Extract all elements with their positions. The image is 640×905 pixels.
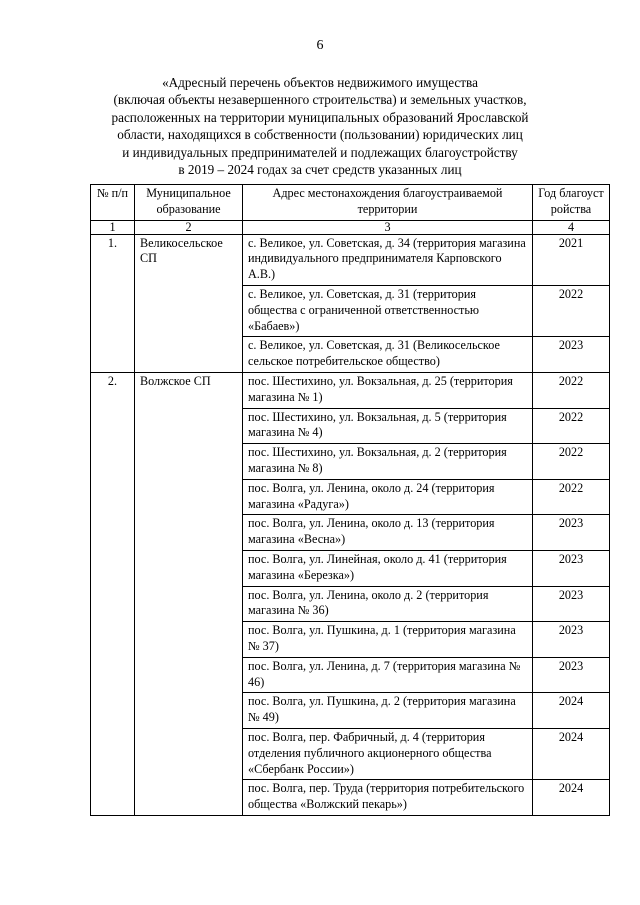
year-cell: 2023 bbox=[533, 550, 610, 586]
heading-line: (включая объекты незавершенного строительства) и земельных участков, bbox=[113, 92, 527, 108]
table-row bbox=[91, 372, 610, 408]
document-heading bbox=[70, 74, 570, 178]
year-cell: 2024 bbox=[533, 728, 610, 779]
address-cell: с. Великое, ул. Советская, д. 31 (Великосельское сельское потребительское общество) bbox=[243, 337, 533, 373]
year-cell: 2024 bbox=[533, 693, 610, 729]
header-year: Год благоустройства bbox=[533, 185, 610, 221]
year-cell: 2023 bbox=[533, 337, 610, 373]
year-cell: 2023 bbox=[533, 586, 610, 622]
year-cell: 2022 bbox=[533, 372, 610, 408]
year-cell: 2023 bbox=[533, 622, 610, 658]
address-cell: с. Великое, ул. Советская, д. 31 (территория общества с ограниченной ответственностью «Бабаев») bbox=[243, 285, 533, 336]
heading-line: в 2019 – 2024 годах за счет средств указанных лиц bbox=[178, 162, 462, 178]
address-cell: пос. Шестихино, ул. Вокзальная, д. 5 (территория магазина № 4) bbox=[243, 408, 533, 444]
year-cell: 2022 bbox=[533, 285, 610, 336]
address-cell: пос. Волга, ул. Линейная, около д. 41 (территория магазина «Березка») bbox=[243, 550, 533, 586]
column-number: 1 bbox=[91, 220, 135, 234]
address-cell: пос. Волга, ул. Ленина, около д. 13 (территория магазина «Весна») bbox=[243, 515, 533, 551]
year-cell: 2022 bbox=[533, 444, 610, 480]
table-row bbox=[91, 234, 610, 285]
year-cell: 2023 bbox=[533, 657, 610, 693]
column-number-row bbox=[91, 220, 610, 234]
heading-line: и индивидуальных предпринимателей и подлежащих благоустройству bbox=[122, 144, 518, 160]
address-cell: с. Великое, ул. Советская, д. 34 (территория магазина индивидуального предпринимателя Карповского А.В.) bbox=[243, 234, 533, 285]
year-cell: 2024 bbox=[533, 780, 610, 816]
year-cell: 2022 bbox=[533, 408, 610, 444]
column-number: 2 bbox=[135, 220, 243, 234]
address-cell: пос. Волга, ул. Пушкина, д. 1 (территория магазина № 37) bbox=[243, 622, 533, 658]
heading-line: области, находящихся в собственности (пользовании) юридических лиц bbox=[117, 127, 523, 143]
header-municipality: Муниципальное образование bbox=[135, 185, 243, 221]
row-number: 2. bbox=[91, 372, 135, 815]
address-cell: пос. Шестихино, ул. Вокзальная, д. 25 (территория магазина № 1) bbox=[243, 372, 533, 408]
address-cell: пос. Волга, ул. Ленина, около д. 24 (территория магазина «Радуга») bbox=[243, 479, 533, 515]
page-number: 6 bbox=[316, 38, 324, 53]
address-cell: пос. Волга, пер. Фабричный, д. 4 (территория отделения публичного акционерного общества «Сбербанк России») bbox=[243, 728, 533, 779]
address-cell: пос. Волга, пер. Труда (территория потребительского общества «Волжский пекарь») bbox=[243, 780, 533, 816]
heading-line: «Адресный перечень объектов недвижимого имущества bbox=[162, 75, 478, 90]
header-address: Адрес местонахождения благоустраиваемой территории bbox=[243, 185, 533, 221]
address-cell: пос. Волга, ул. Ленина, д. 7 (территория магазина № 46) bbox=[243, 657, 533, 693]
table-header-row bbox=[91, 185, 610, 221]
address-cell: пос. Шестихино, ул. Вокзальная, д. 2 (территория магазина № 8) bbox=[243, 444, 533, 480]
municipality-cell: Великосельское СП bbox=[135, 234, 243, 372]
municipality-cell: Волжское СП bbox=[135, 372, 243, 815]
heading-line: расположенных на территории муниципальных образований Ярославской bbox=[111, 109, 529, 125]
column-number: 3 bbox=[243, 220, 533, 234]
address-cell: пос. Волга, ул. Пушкина, д. 2 (территория магазина № 49) bbox=[243, 693, 533, 729]
row-number: 1. bbox=[91, 234, 135, 372]
header-num: № п/п bbox=[91, 185, 135, 221]
year-cell: 2021 bbox=[533, 234, 610, 285]
year-cell: 2023 bbox=[533, 515, 610, 551]
address-register-table bbox=[90, 184, 610, 816]
address-cell: пос. Волга, ул. Ленина, около д. 2 (территория магазина № 36) bbox=[243, 586, 533, 622]
column-number: 4 bbox=[533, 220, 610, 234]
year-cell: 2022 bbox=[533, 479, 610, 515]
